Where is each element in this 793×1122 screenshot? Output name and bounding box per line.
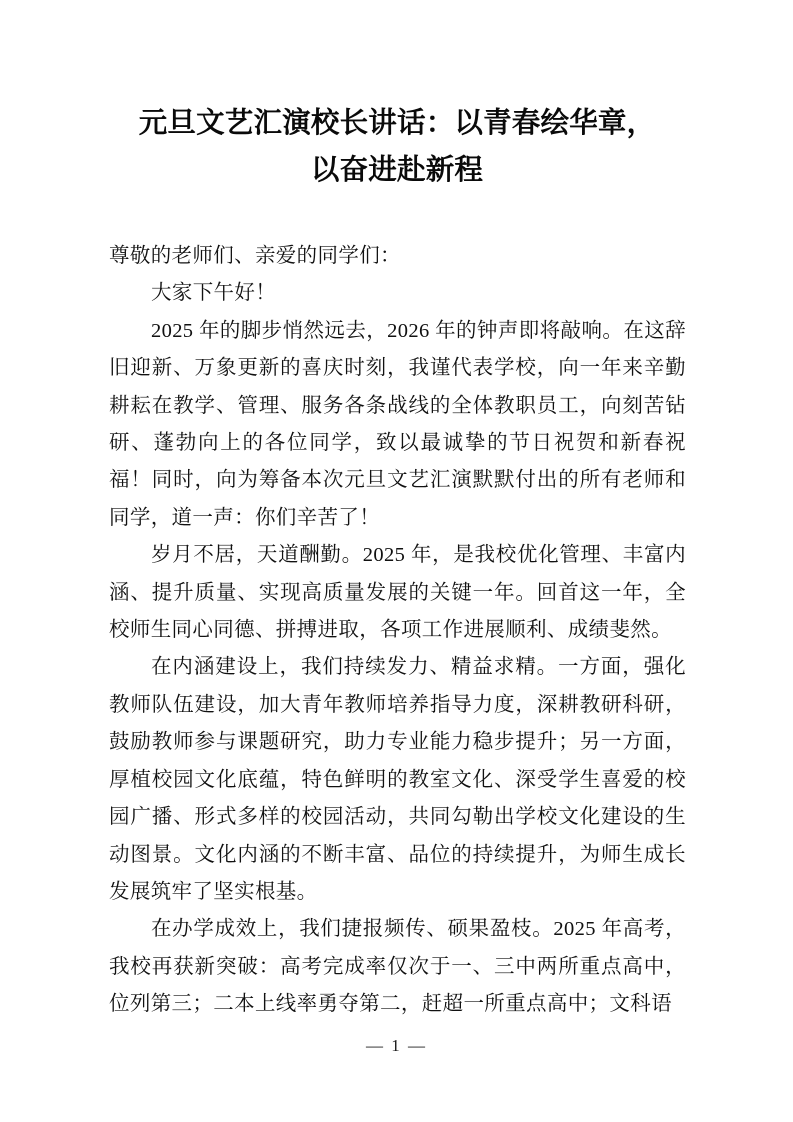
page-title-line-1: 元旦文艺汇演校长讲话：以青春绘华章， [138,108,656,139]
page-title [108,100,686,194]
greeting-paragraph: 大家下午好！ [151,282,277,305]
page-title-line-2: 以奋进赴新程 [310,155,484,186]
body-paragraph-3: 在内涵建设上，我们持续发力、精益求精。一方面，强化教师队伍建设，加大青年教师培养指导力度，深耕教研科研，鼓励教师参与课题研究，助力专业能力稳步提升；另一方面，厚植校园文化底蕴，特色鲜明的教室文化、深受学生喜爱的校园广播、形式多样的校园活动，共同勾勒出学校文化建设的生动图景。文化内涵的不断丰富、品位的持续提升，为师生成长发展筑牢了坚实根基。 [109,656,686,903]
page-number-footer: — 1 — [366,1036,427,1055]
document-body [109,238,686,1024]
body-paragraph-2: 岁月不居，天道酬勤。2025 年，是我校优化管理、丰富内涵、提升质量、实现高质量发展的关键一年。回首这一年，全校师生同心同德、拼搏进取，各项工作进展顺利、成绩斐然。 [109,544,686,642]
body-paragraph-1: 2025 年的脚步悄然远去，2026 年的钟声即将敲响。在这辞旧迎新、万象更新的喜庆时刻，我谨代表学校，向一年来辛勤耕耘在教学、管理、服务各条战线的全体教职员工，向刻苦钻研、蓬勃向上的各位同学，致以最诚挚的节日祝贺和新春祝福！同时，向为筹备本次元旦文艺汇演默默付出的所有老师和同学，道一声：你们辛苦了！ [109,319,686,529]
salutation-paragraph: 尊敬的老师们、亲爱的同学们： [109,245,401,267]
body-paragraph-4: 在办学成效上，我们捷报频传、硕果盈枝。2025 年高考，我校再获新突破：高考完成率仅次于一、三中两所重点高中，位列第三；二本上线率勇夺第二，赶超一所重点高中；文科语 [109,918,686,1016]
